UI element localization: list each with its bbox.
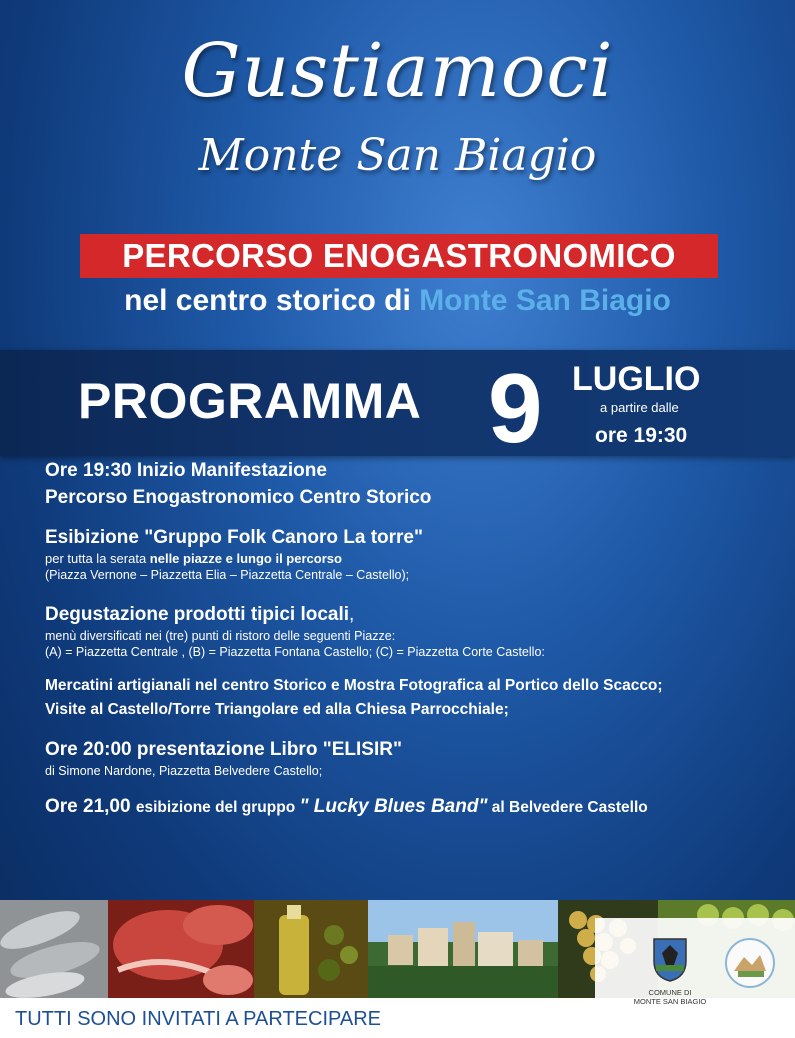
comune-logo (625, 935, 715, 1006)
program-line-part: nelle piazze e lungo il percorso (149, 551, 342, 566)
proloco-logo-icon (720, 935, 780, 991)
program-line: di Simone Nardone, Piazzetta Belvedere Castello; (45, 764, 323, 778)
program-line: Mercatini artigianali nel centro Storico e Mostra Fotografica al Portico dello Scacco; (45, 677, 663, 694)
town-photo (368, 900, 558, 998)
subtitle-highlight: Monte San Biagio (419, 284, 671, 317)
program-line-part: Degustazione prodotti tipici locali (45, 604, 350, 625)
program-line-part: , (349, 604, 355, 625)
fish-photo (0, 900, 108, 998)
program-line-part: esibizione del gruppo (135, 799, 300, 816)
program-line-part: al Belvedere Castello (487, 799, 648, 816)
program-line (45, 604, 785, 626)
program-line (45, 551, 785, 566)
program-label: PROGRAMMA (78, 373, 422, 429)
program-line: Percorso Enogastronomico Centro Storico (45, 487, 432, 508)
program-line: menù diversificati nei (tre) punti di ristoro delle seguenti Piazze: (45, 629, 396, 643)
program-line: Visite al Castello/Torre Triangolare ed alla Chiesa Parrocchiale; (45, 701, 509, 718)
ham-photo (108, 900, 254, 998)
program-line: (A) = Piazzetta Centrale , (B) = Piazzetta Fontana Castello; (C) = Piazzetta Corte Castello: (45, 645, 545, 659)
program-line: Ore 19:30 Inizio Manifestazione (45, 460, 327, 481)
program-line-part: Ore 21,00 (45, 796, 136, 817)
program-day: 9 (488, 353, 543, 463)
program-line: Esibizione "Gruppo Folk Canoro La torre" (45, 527, 423, 548)
comune-label: MONTE SAN BIAGIO (633, 997, 707, 1006)
program-line: Ore 20:00 presentazione Libro "ELISIR" (45, 739, 402, 760)
program-time: ore 19:30 (595, 424, 688, 447)
program-content (45, 460, 785, 818)
invite-text: TUTTI SONO INVITATI A PARTECIPARE (15, 1008, 381, 1030)
program-line: (Piazza Vernone – Piazzetta Elia – Piazzetta Centrale – Castello); (45, 568, 410, 582)
program-line-part: " Lucky Blues Band" (299, 796, 488, 817)
program-month: LUGLIO (572, 360, 701, 398)
program-from: a partire dalle (600, 400, 679, 415)
title-gustiamoci: Gustiamoci (181, 28, 614, 114)
olive-oil-photo (254, 900, 368, 998)
title-town: Monte San Biagio (198, 130, 597, 181)
program-line-part: per tutta la serata (45, 551, 150, 566)
town-crest-icon (650, 935, 690, 983)
red-banner: PERCORSO ENOGASTRONOMICO (80, 234, 718, 278)
program-line (45, 796, 785, 818)
comune-label: COMUNE DI (648, 988, 692, 997)
subtitle-prefix: nel centro storico di (124, 284, 420, 317)
subtitle (0, 284, 795, 318)
